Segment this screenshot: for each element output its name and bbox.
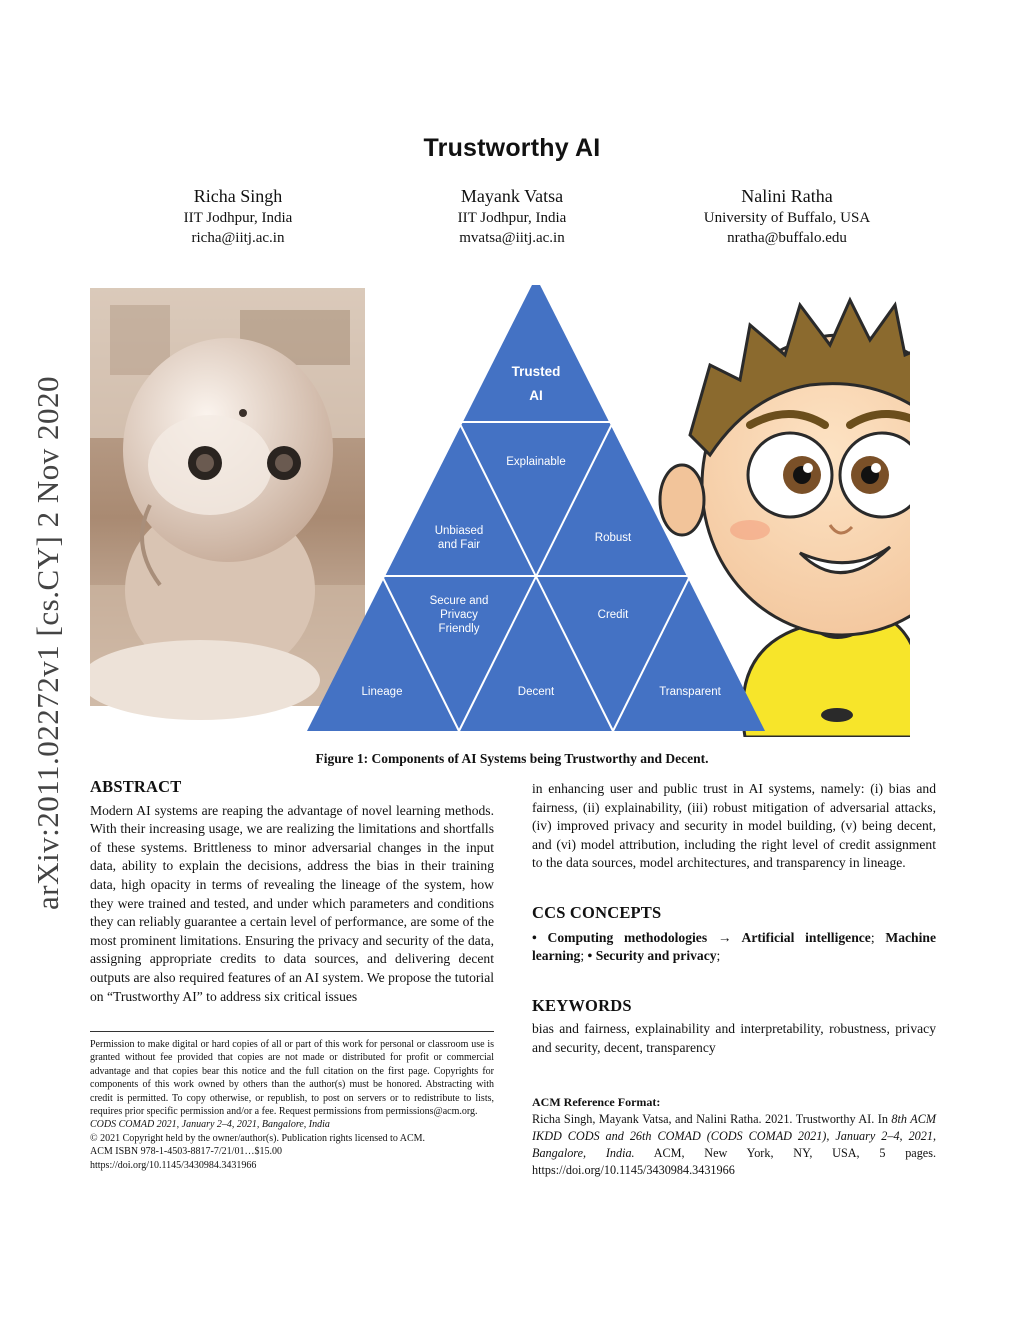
pyramid-label-credit: Credit	[597, 609, 629, 621]
isbn-line: ACM ISBN 978-1-4503-8817-7/21/01…$15.00	[90, 1146, 282, 1158]
ccs-heading: CCS CONCEPTS	[532, 902, 662, 922]
pyramid-label-secure-1: Secure and	[429, 595, 489, 607]
author-block-3	[637, 186, 937, 248]
pyramid-label-trusted: Trusted	[511, 364, 561, 379]
author-affiliation: IIT Jodhpur, India	[457, 210, 567, 226]
figure-caption: Figure 1: Components of AI Systems being Trustworthy and Decent.	[315, 751, 709, 766]
doi-link[interactable]: https://doi.org/10.1145/3430984.3431966	[90, 1159, 257, 1171]
permission-footnote	[90, 1031, 494, 1172]
venue-line: CODS COMAD 2021, January 2–4, 2021, Bangalore, India	[90, 1119, 330, 1131]
pyramid-label-unbiased-1: Unbiased	[434, 525, 484, 537]
permission-text: Permission to make digital or hard copies of all or part of this work for personal or classroom use is granted without fee provided that copies are not made or distributed for profit or commercial advantage and that copies bear this notice and the full citation on the first page. Copyrights for components of this work owned by others than the author(s) must be honored. Abstracting with credit is permitted. To copy otherwise, or republish, to post on servers or to redistribute to lists, requires prior specific permission and/or a fee. Request permissions from permissions@acm.org.	[90, 1039, 494, 1118]
reference-venue: 8th ACM IKDD CODS and 26th COMAD (CODS COMAD 2021), January 2–4, 2021, Bangalore, India.	[532, 1112, 936, 1161]
pyramid-label-secure-2: Privacy	[440, 609, 478, 621]
ccs-concepts	[532, 929, 936, 966]
abstract-text: Modern AI systems are reaping the advantage of novel learning methods. With their increasing usage, we are realizing the limitations and shortfalls of these systems. Brittleness to minor adversarial changes in the input data, ability to explain the decisions, address the bias in their training data, high opacity in terms of revealing the lineage of the system, how they were trained and tested, and under which parameters and conditions they can reliably guarantee a certain level of performance, are some of the most prominent limitations. Ensuring the privacy and security of the data, assigning appropriate credits to data sources, and delivering decent outputs are also required features of an AI system. We propose the tutorial on “Trustworthy AI” to address six critical issues	[90, 802, 494, 1004]
pyramid-label-robust: Robust	[594, 532, 632, 544]
author-block-2	[362, 186, 662, 248]
keywords-heading: KEYWORDS	[532, 995, 632, 1015]
author-email: richa@iitj.ac.in	[191, 230, 285, 246]
reference-heading: ACM Reference Format:	[532, 1094, 661, 1109]
author-name: Richa Singh	[193, 186, 283, 206]
author-name: Nalini Ratha	[741, 186, 833, 206]
reference-authors: Richa Singh, Mayank Vatsa, and Nalini Ratha. 2021. Trustworthy AI. In	[532, 1112, 892, 1127]
pyramid-label-ai: AI	[529, 388, 543, 403]
author-affiliation: IIT Jodhpur, India	[183, 210, 293, 226]
pyramid-label-transparent: Transparent	[659, 686, 721, 698]
author-affiliation: University of Buffalo, USA	[703, 210, 871, 226]
ccs-separator: ;	[580, 948, 588, 964]
robot-photo	[90, 288, 365, 720]
author-email: mvatsa@iitj.ac.in	[459, 230, 565, 246]
paper-title: Trustworthy AI	[423, 134, 601, 162]
keywords-text: bias and fairness, explainability and interpretability, robustness, privacy and security, decent, transparency	[532, 1021, 936, 1055]
pyramid-label-decent: Decent	[517, 686, 555, 698]
copyright-line: © 2021 Copyright held by the owner/author(s). Publication rights licensed to ACM.	[90, 1132, 426, 1144]
pyramid-label-explainable: Explainable	[506, 456, 566, 468]
arxiv-watermark: arXiv:2011.02272v1 [cs.CY] 2 Nov 2020	[30, 376, 65, 910]
pyramid-label-lineage: Lineage	[361, 686, 403, 698]
figure-1	[90, 285, 910, 737]
abstract-heading: ABSTRACT	[90, 777, 182, 796]
ccs-separator: ;	[716, 948, 721, 964]
reference-text	[532, 1111, 936, 1179]
ccs-separator: ;	[870, 929, 886, 945]
ccs-item: • Computing methodologies → Artificial intelligence	[532, 929, 871, 945]
pyramid-label-secure-3: Friendly	[438, 623, 480, 635]
left-column	[90, 778, 494, 1006]
reference-publisher[interactable]: ACM, New York, NY, USA, 5 pages. https://doi.org/10.1145/3430984.3431966	[532, 1146, 937, 1178]
ccs-item: Machine learning	[532, 929, 936, 964]
author-name: Mayank Vatsa	[460, 186, 564, 206]
ccs-item: • Security and privacy	[587, 948, 717, 964]
abstract-continuation: in enhancing user and public trust in AI systems, namely: (i) bias and fairness, (ii) explainability, (iii) robust mitigation of adversarial attacks, (iv) improved privacy and security in model building, (v) being decent, and (vi) model attribution, including the right level of credit assignment to the data sources, model architectures, and transparency in lineage.	[532, 781, 936, 871]
author-email: nratha@buffalo.edu	[727, 230, 847, 246]
author-block-1	[88, 186, 388, 248]
right-column	[532, 780, 936, 1179]
pyramid-label-unbiased-2: and Fair	[437, 539, 481, 551]
